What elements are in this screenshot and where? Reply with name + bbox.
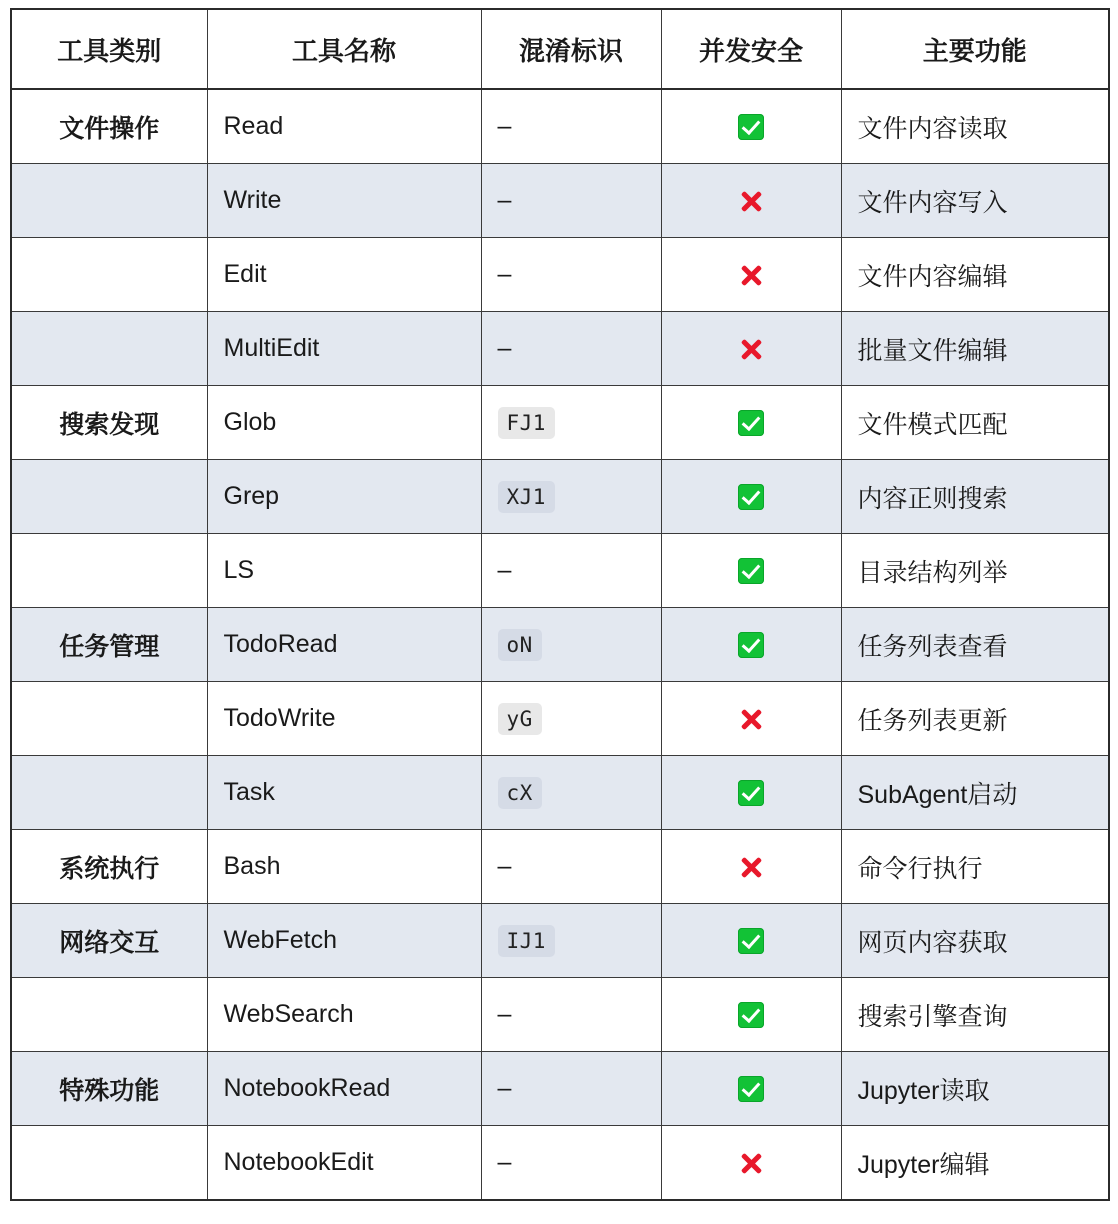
- cell-concurrency-safe: [661, 904, 841, 978]
- cell-tool-name: Edit: [207, 238, 481, 312]
- cell-obfuscated-id: [481, 1126, 661, 1201]
- table-row: [11, 89, 1109, 164]
- cell-category: [11, 534, 207, 608]
- dash-placeholder: –: [497, 1148, 512, 1176]
- check-mark-green-icon: [738, 410, 764, 436]
- cell-obfuscated-id: [481, 904, 661, 978]
- cell-obfuscated-id: [481, 386, 661, 460]
- cell-tool-name: Grep: [207, 460, 481, 534]
- cell-category: [11, 1126, 207, 1201]
- cell-concurrency-safe: [661, 238, 841, 312]
- dash-placeholder: –: [497, 852, 512, 880]
- cell-tool-name: Bash: [207, 830, 481, 904]
- cell-obfuscated-id: [481, 1052, 661, 1126]
- cell-obfuscated-id: [481, 608, 661, 682]
- table-row: [11, 386, 1109, 460]
- cell-concurrency-safe: [661, 608, 841, 682]
- cell-main-function: 内容正则搜索: [841, 460, 1109, 534]
- table-row: [11, 238, 1109, 312]
- cell-main-function: 任务列表查看: [841, 608, 1109, 682]
- cross-mark-red-icon: [737, 187, 765, 215]
- cell-category: 文件操作: [11, 89, 207, 164]
- cell-tool-name: Task: [207, 756, 481, 830]
- obfuscated-id-code: oN: [498, 629, 542, 661]
- table-row: [11, 682, 1109, 756]
- cross-mark-red-icon: [737, 335, 765, 363]
- cell-tool-name: MultiEdit: [207, 312, 481, 386]
- check-mark-green-icon: [738, 1002, 764, 1028]
- cell-main-function: 文件模式匹配: [841, 386, 1109, 460]
- cell-category: [11, 238, 207, 312]
- cell-category: 系统执行: [11, 830, 207, 904]
- cross-mark-red-icon: [737, 1149, 765, 1177]
- cell-concurrency-safe: [661, 312, 841, 386]
- cell-concurrency-safe: [661, 682, 841, 756]
- cell-tool-name: NotebookRead: [207, 1052, 481, 1126]
- cell-category: [11, 460, 207, 534]
- cell-concurrency-safe: [661, 386, 841, 460]
- cell-concurrency-safe: [661, 460, 841, 534]
- check-mark-green-icon: [738, 632, 764, 658]
- table-header-row: [11, 9, 1109, 89]
- cell-concurrency-safe: [661, 1052, 841, 1126]
- cell-concurrency-safe: [661, 164, 841, 238]
- table-row: [11, 164, 1109, 238]
- cell-obfuscated-id: [481, 756, 661, 830]
- cell-tool-name: Read: [207, 89, 481, 164]
- cell-obfuscated-id: [481, 682, 661, 756]
- cell-category: [11, 164, 207, 238]
- table-row: [11, 534, 1109, 608]
- cross-mark-red-icon: [737, 705, 765, 733]
- cell-main-function: 文件内容读取: [841, 89, 1109, 164]
- column-header-tool-name: 工具名称: [207, 9, 481, 89]
- cell-concurrency-safe: [661, 756, 841, 830]
- table-header: [11, 9, 1109, 89]
- table-row: [11, 312, 1109, 386]
- table-row: [11, 608, 1109, 682]
- cell-main-function: 命令行执行: [841, 830, 1109, 904]
- cell-tool-name: TodoWrite: [207, 682, 481, 756]
- obfuscated-id-code: IJ1: [498, 925, 555, 957]
- dash-placeholder: –: [497, 260, 512, 288]
- check-mark-green-icon: [738, 928, 764, 954]
- dash-placeholder: –: [497, 1074, 512, 1102]
- dash-placeholder: –: [497, 112, 512, 140]
- column-header-main-function: 主要功能: [841, 9, 1109, 89]
- cell-obfuscated-id: [481, 978, 661, 1052]
- cell-category: 特殊功能: [11, 1052, 207, 1126]
- cell-main-function: SubAgent启动: [841, 756, 1109, 830]
- check-mark-green-icon: [738, 484, 764, 510]
- table-row: [11, 1126, 1109, 1201]
- cell-category: [11, 756, 207, 830]
- table-row: [11, 904, 1109, 978]
- cell-tool-name: NotebookEdit: [207, 1126, 481, 1201]
- cell-main-function: 文件内容写入: [841, 164, 1109, 238]
- cross-mark-red-icon: [737, 261, 765, 289]
- column-header-category: 工具类别: [11, 9, 207, 89]
- tools-table: [10, 8, 1110, 1201]
- dash-placeholder: –: [497, 556, 512, 584]
- cell-concurrency-safe: [661, 1126, 841, 1201]
- column-header-obfuscated-id: 混淆标识: [481, 9, 661, 89]
- cell-obfuscated-id: [481, 164, 661, 238]
- column-header-concurrency-safe: 并发安全: [661, 9, 841, 89]
- check-mark-green-icon: [738, 780, 764, 806]
- cell-main-function: 批量文件编辑: [841, 312, 1109, 386]
- cell-tool-name: LS: [207, 534, 481, 608]
- cell-concurrency-safe: [661, 978, 841, 1052]
- obfuscated-id-code: FJ1: [498, 407, 555, 439]
- cell-main-function: 搜索引擎查询: [841, 978, 1109, 1052]
- table-row: [11, 460, 1109, 534]
- obfuscated-id-code: cX: [498, 777, 542, 809]
- cell-tool-name: WebFetch: [207, 904, 481, 978]
- cell-obfuscated-id: [481, 460, 661, 534]
- table-body: [11, 89, 1109, 1200]
- check-mark-green-icon: [738, 1076, 764, 1102]
- cell-tool-name: Write: [207, 164, 481, 238]
- cell-main-function: Jupyter读取: [841, 1052, 1109, 1126]
- cell-tool-name: WebSearch: [207, 978, 481, 1052]
- table-row: [11, 978, 1109, 1052]
- check-mark-green-icon: [738, 114, 764, 140]
- dash-placeholder: –: [497, 1000, 512, 1028]
- cell-tool-name: Glob: [207, 386, 481, 460]
- obfuscated-id-code: yG: [498, 703, 542, 735]
- cell-main-function: 任务列表更新: [841, 682, 1109, 756]
- cell-category: 网络交互: [11, 904, 207, 978]
- table-row: [11, 830, 1109, 904]
- dash-placeholder: –: [497, 334, 512, 362]
- cell-obfuscated-id: [481, 830, 661, 904]
- cross-mark-red-icon: [737, 853, 765, 881]
- table-row: [11, 1052, 1109, 1126]
- cell-concurrency-safe: [661, 89, 841, 164]
- cell-obfuscated-id: [481, 312, 661, 386]
- cell-category: 搜索发现: [11, 386, 207, 460]
- cell-obfuscated-id: [481, 238, 661, 312]
- cell-obfuscated-id: [481, 534, 661, 608]
- cell-obfuscated-id: [481, 89, 661, 164]
- cell-main-function: 目录结构列举: [841, 534, 1109, 608]
- obfuscated-id-code: XJ1: [498, 481, 555, 513]
- check-mark-green-icon: [738, 558, 764, 584]
- cell-main-function: Jupyter编辑: [841, 1126, 1109, 1201]
- cell-tool-name: TodoRead: [207, 608, 481, 682]
- cell-concurrency-safe: [661, 830, 841, 904]
- table-row: [11, 756, 1109, 830]
- cell-category: [11, 682, 207, 756]
- cell-category: 任务管理: [11, 608, 207, 682]
- cell-category: [11, 978, 207, 1052]
- cell-main-function: 文件内容编辑: [841, 238, 1109, 312]
- dash-placeholder: –: [497, 186, 512, 214]
- cell-concurrency-safe: [661, 534, 841, 608]
- cell-main-function: 网页内容获取: [841, 904, 1109, 978]
- cell-category: [11, 312, 207, 386]
